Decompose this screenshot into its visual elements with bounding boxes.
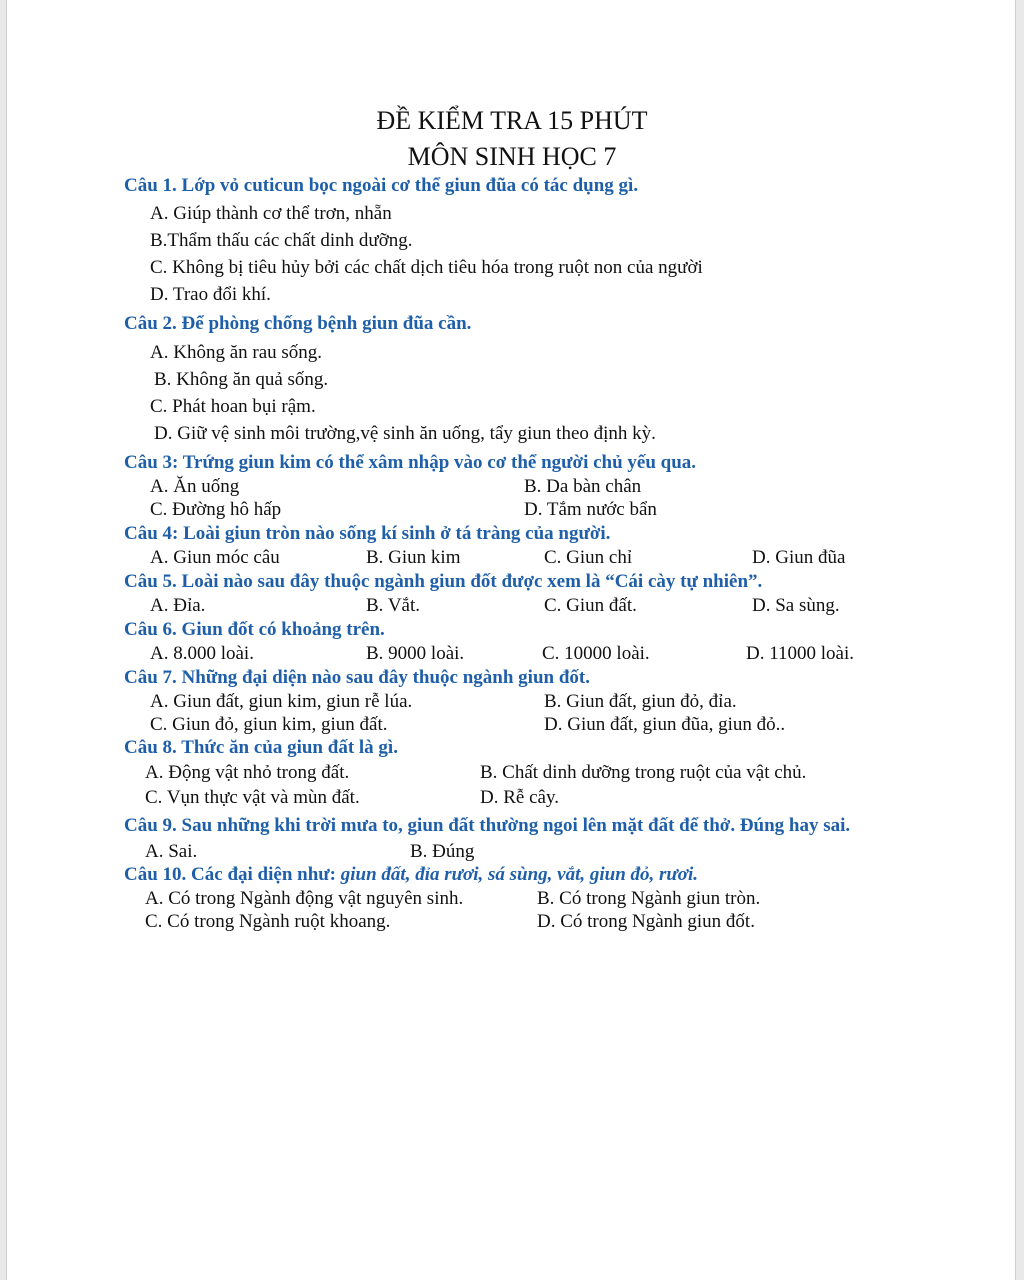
question-5-option-a: A. Đỉa. (150, 595, 206, 616)
question-4-options (124, 546, 904, 570)
question-8-option-c: C. Vụn thực vật và mùn đất. (145, 787, 360, 808)
page-title: ĐỀ KIỂM TRA 15 PHÚT (376, 106, 648, 135)
question-3-option-c: C. Đường hô hấp (150, 499, 282, 520)
question-8-option-a: A. Động vật nhỏ trong đất. (145, 762, 350, 783)
question-3: Câu 3: Trứng giun kim có thể xâm nhập vào cơ thể người chủ yếu qua. (124, 452, 697, 473)
question-4-option-d: D. Giun đũa (752, 547, 846, 568)
question-2-option-b: B. Không ăn quả sống. (154, 369, 329, 390)
question-5-option-d: D. Sa sùng. (752, 595, 840, 616)
question-7-option-a: A. Giun đất, giun kim, giun rễ lúa. (150, 691, 413, 712)
question-3-option-a: A. Ăn uống (150, 476, 240, 497)
question-5-option-c: C. Giun đất. (544, 595, 637, 616)
question-5-options (124, 594, 904, 618)
question-3-options (124, 475, 904, 521)
question-7: Câu 7. Những đại diện nào sau đây thuộc ngành giun đốt. (124, 667, 590, 688)
question-5-option-b: B. Vắt. (366, 595, 421, 616)
question-8-option-d: D. Rễ cây. (480, 787, 559, 808)
question-7-options (124, 690, 904, 736)
question-1: Câu 1. Lớp vỏ cuticun bọc ngoài cơ thể giun đũa có tác dụng gì. (124, 175, 639, 196)
question-9: Câu 9. Sau những khi trời mưa to, giun đất thường ngoi lên mặt đất để thở. Đúng hay sai. (124, 815, 851, 836)
question-6-options (124, 642, 904, 666)
question-6-option-d: D. 11000 loài. (746, 643, 855, 664)
question-9-option-a: A. Sai. (145, 841, 198, 862)
question-10-options (124, 887, 904, 933)
question-1-option-a: A. Giúp thành cơ thể trơn, nhẵn (150, 203, 392, 224)
question-4-option-a: A. Giun móc câu (150, 547, 280, 568)
question-2-option-c: C. Phát hoan bụi rậm. (150, 396, 316, 417)
question-3-option-b: B. Da bàn chân (524, 476, 642, 497)
question-1-option-c: C. Không bị tiêu hủy bởi các chất dịch tiêu hóa trong ruột non của người (150, 257, 703, 278)
question-10-text: Câu 10. Các đại diện như: (124, 864, 341, 885)
question-7-option-c: C. Giun đỏ, giun kim, giun đất. (150, 714, 388, 735)
question-1-option-b: B.Thẩm thấu các chất dinh dưỡng. (150, 230, 413, 251)
question-10-option-a: A. Có trong Ngành động vật nguyên sinh. (145, 888, 464, 909)
questions-container (124, 172, 904, 933)
question-5: Câu 5. Loài nào sau đây thuộc ngành giun đốt được xem là “Cái cày tự nhiên”. (124, 571, 763, 592)
question-4-option-c: C. Giun chỉ (544, 547, 633, 568)
question-10 (124, 863, 904, 887)
question-10-option-d: D. Có trong Ngành giun đốt. (537, 911, 755, 932)
question-3-option-d: D. Tắm nước bẩn (524, 499, 657, 520)
question-10-option-c: C. Có trong Ngành ruột khoang. (145, 911, 391, 932)
question-6-option-c: C. 10000 loài. (542, 643, 650, 664)
question-6-option-a: A. 8.000 loài. (150, 643, 254, 664)
question-1-option-d: D. Trao đổi khí. (150, 284, 271, 305)
question-6: Câu 6. Giun đốt có khoảng trên. (124, 619, 385, 640)
question-10-examples: giun đất, đỉa rươi, sá sùng, vắt, giun đỏ, rươi. (340, 864, 699, 885)
question-7-option-b: B. Giun đất, giun đỏ, đỉa. (544, 691, 737, 712)
question-2-option-d: D. Giữ vệ sinh môi trường,vệ sinh ăn uống, tẩy giun theo định kỳ. (154, 423, 656, 444)
question-8: Câu 8. Thức ăn của giun đất là gì. (124, 737, 398, 758)
question-7-option-d: D. Giun đất, giun đũa, giun đỏ.. (544, 714, 786, 735)
question-10-option-b: B. Có trong Ngành giun tròn. (537, 888, 761, 909)
question-9-options (124, 840, 904, 863)
page-subtitle: MÔN SINH HỌC 7 (407, 142, 617, 171)
question-9-option-b: B. Đúng (410, 841, 475, 862)
question-6-option-b: B. 9000 loài. (366, 643, 465, 664)
question-8-option-b: B. Chất dinh dưỡng trong ruột của vật chủ. (480, 762, 807, 783)
question-2-option-a: A. Không ăn rau sống. (150, 342, 323, 363)
question-8-options (124, 760, 904, 810)
question-4-option-b: B. Giun kim (366, 547, 461, 568)
question-4: Câu 4: Loài giun tròn nào sống kí sinh ở tá tràng của người. (124, 523, 611, 544)
question-2: Câu 2. Để phòng chống bệnh giun đũa cần. (124, 313, 472, 334)
